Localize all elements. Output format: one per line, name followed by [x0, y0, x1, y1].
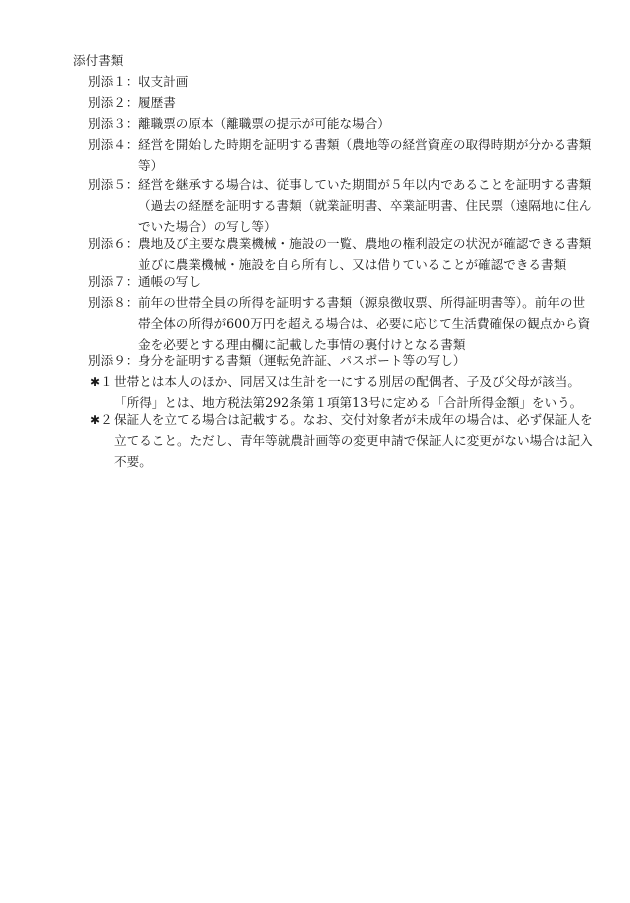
asterisk-icon: ✱: [90, 413, 101, 427]
attachment-item-2: [88, 92, 593, 113]
attachment-text: 農地及び主要な農業機械・施設の一覧、農地の権利設定の状況が確認できる書類並びに農業機械・施設を自ら所有し、又は借りていることが確認できる書類: [138, 236, 592, 272]
attachment-label: 別添４：: [88, 137, 139, 152]
attachment-text: 経営を継承する場合は、従事していた期間が５年以内であることを証明する書類（過去の経歴を証明する書類（就業証明書、卒業証明書、住民票（遠隔地に住んでいた場合）の写し等）: [138, 177, 592, 234]
attachments-heading: 添付書類: [73, 53, 124, 68]
attachment-text: 身分を証明する書類（運転免許証、パスポート等の写し）: [138, 353, 466, 368]
footnote-marker: [90, 371, 113, 393]
attachment-label: 別添５：: [88, 177, 139, 192]
attachment-label: 別添６：: [88, 236, 139, 251]
attachment-item-9: [88, 350, 593, 371]
attachment-item-6: [88, 233, 593, 275]
attachment-text: 離職票の原本（離職票の提示が可能な場合）: [138, 116, 390, 131]
footnote-number: １: [100, 374, 113, 389]
footnote-text: 世帯とは本人のほか、同居又は生計を一にする別居の配偶者、子及び父母が該当。「所得」とは、地方税法第292条第１項第13号に定める「合計所得金額」をいう。: [114, 374, 583, 410]
footnote-2: [90, 409, 595, 472]
attachment-text: 収支計画: [138, 74, 189, 89]
footnote-text: 保証人を立てる場合は記載する。なお、交付対象者が未成年の場合は、必ず保証人を立てること。ただし、青年等就農計画等の変更申請で保証人に変更がない場合は記入不要。: [114, 412, 593, 469]
attachment-item-1: [88, 71, 593, 92]
asterisk-icon: ✱: [90, 375, 101, 389]
attachment-text: 経営を開始した時期を証明する書類（農地等の経営資産の取得時期が分かる書類等）: [138, 137, 592, 173]
attachment-item-8: [88, 292, 593, 355]
attachment-text: 通帳の写し: [138, 274, 201, 289]
attachment-label: 別添３：: [88, 116, 139, 131]
footnote-marker: [90, 409, 113, 431]
attachment-text: 履歴書: [138, 95, 176, 110]
attachment-label: 別添８：: [88, 295, 139, 310]
attachment-item-4: [88, 134, 593, 176]
attachment-label: 別添９：: [88, 353, 139, 368]
attachment-label: 別添７：: [88, 274, 139, 289]
attachment-item-5: [88, 174, 593, 237]
attachment-item-7: [88, 271, 593, 292]
footnote-1: [90, 371, 595, 413]
attachment-label: 別添２：: [88, 95, 139, 110]
attachment-label: 別添１：: [88, 74, 139, 89]
footnote-number: ２: [100, 412, 113, 427]
attachment-text: 前年の世帯全員の所得を証明する書類（源泉徴収票、所得証明書等）。前年の世帯全体の所得が600万円を超える場合は、必要に応じて生活費確保の観点から資金を必要とする理由欄に記載した事情の裏付けとなる書類: [138, 295, 591, 352]
attachment-item-3: [88, 113, 593, 134]
